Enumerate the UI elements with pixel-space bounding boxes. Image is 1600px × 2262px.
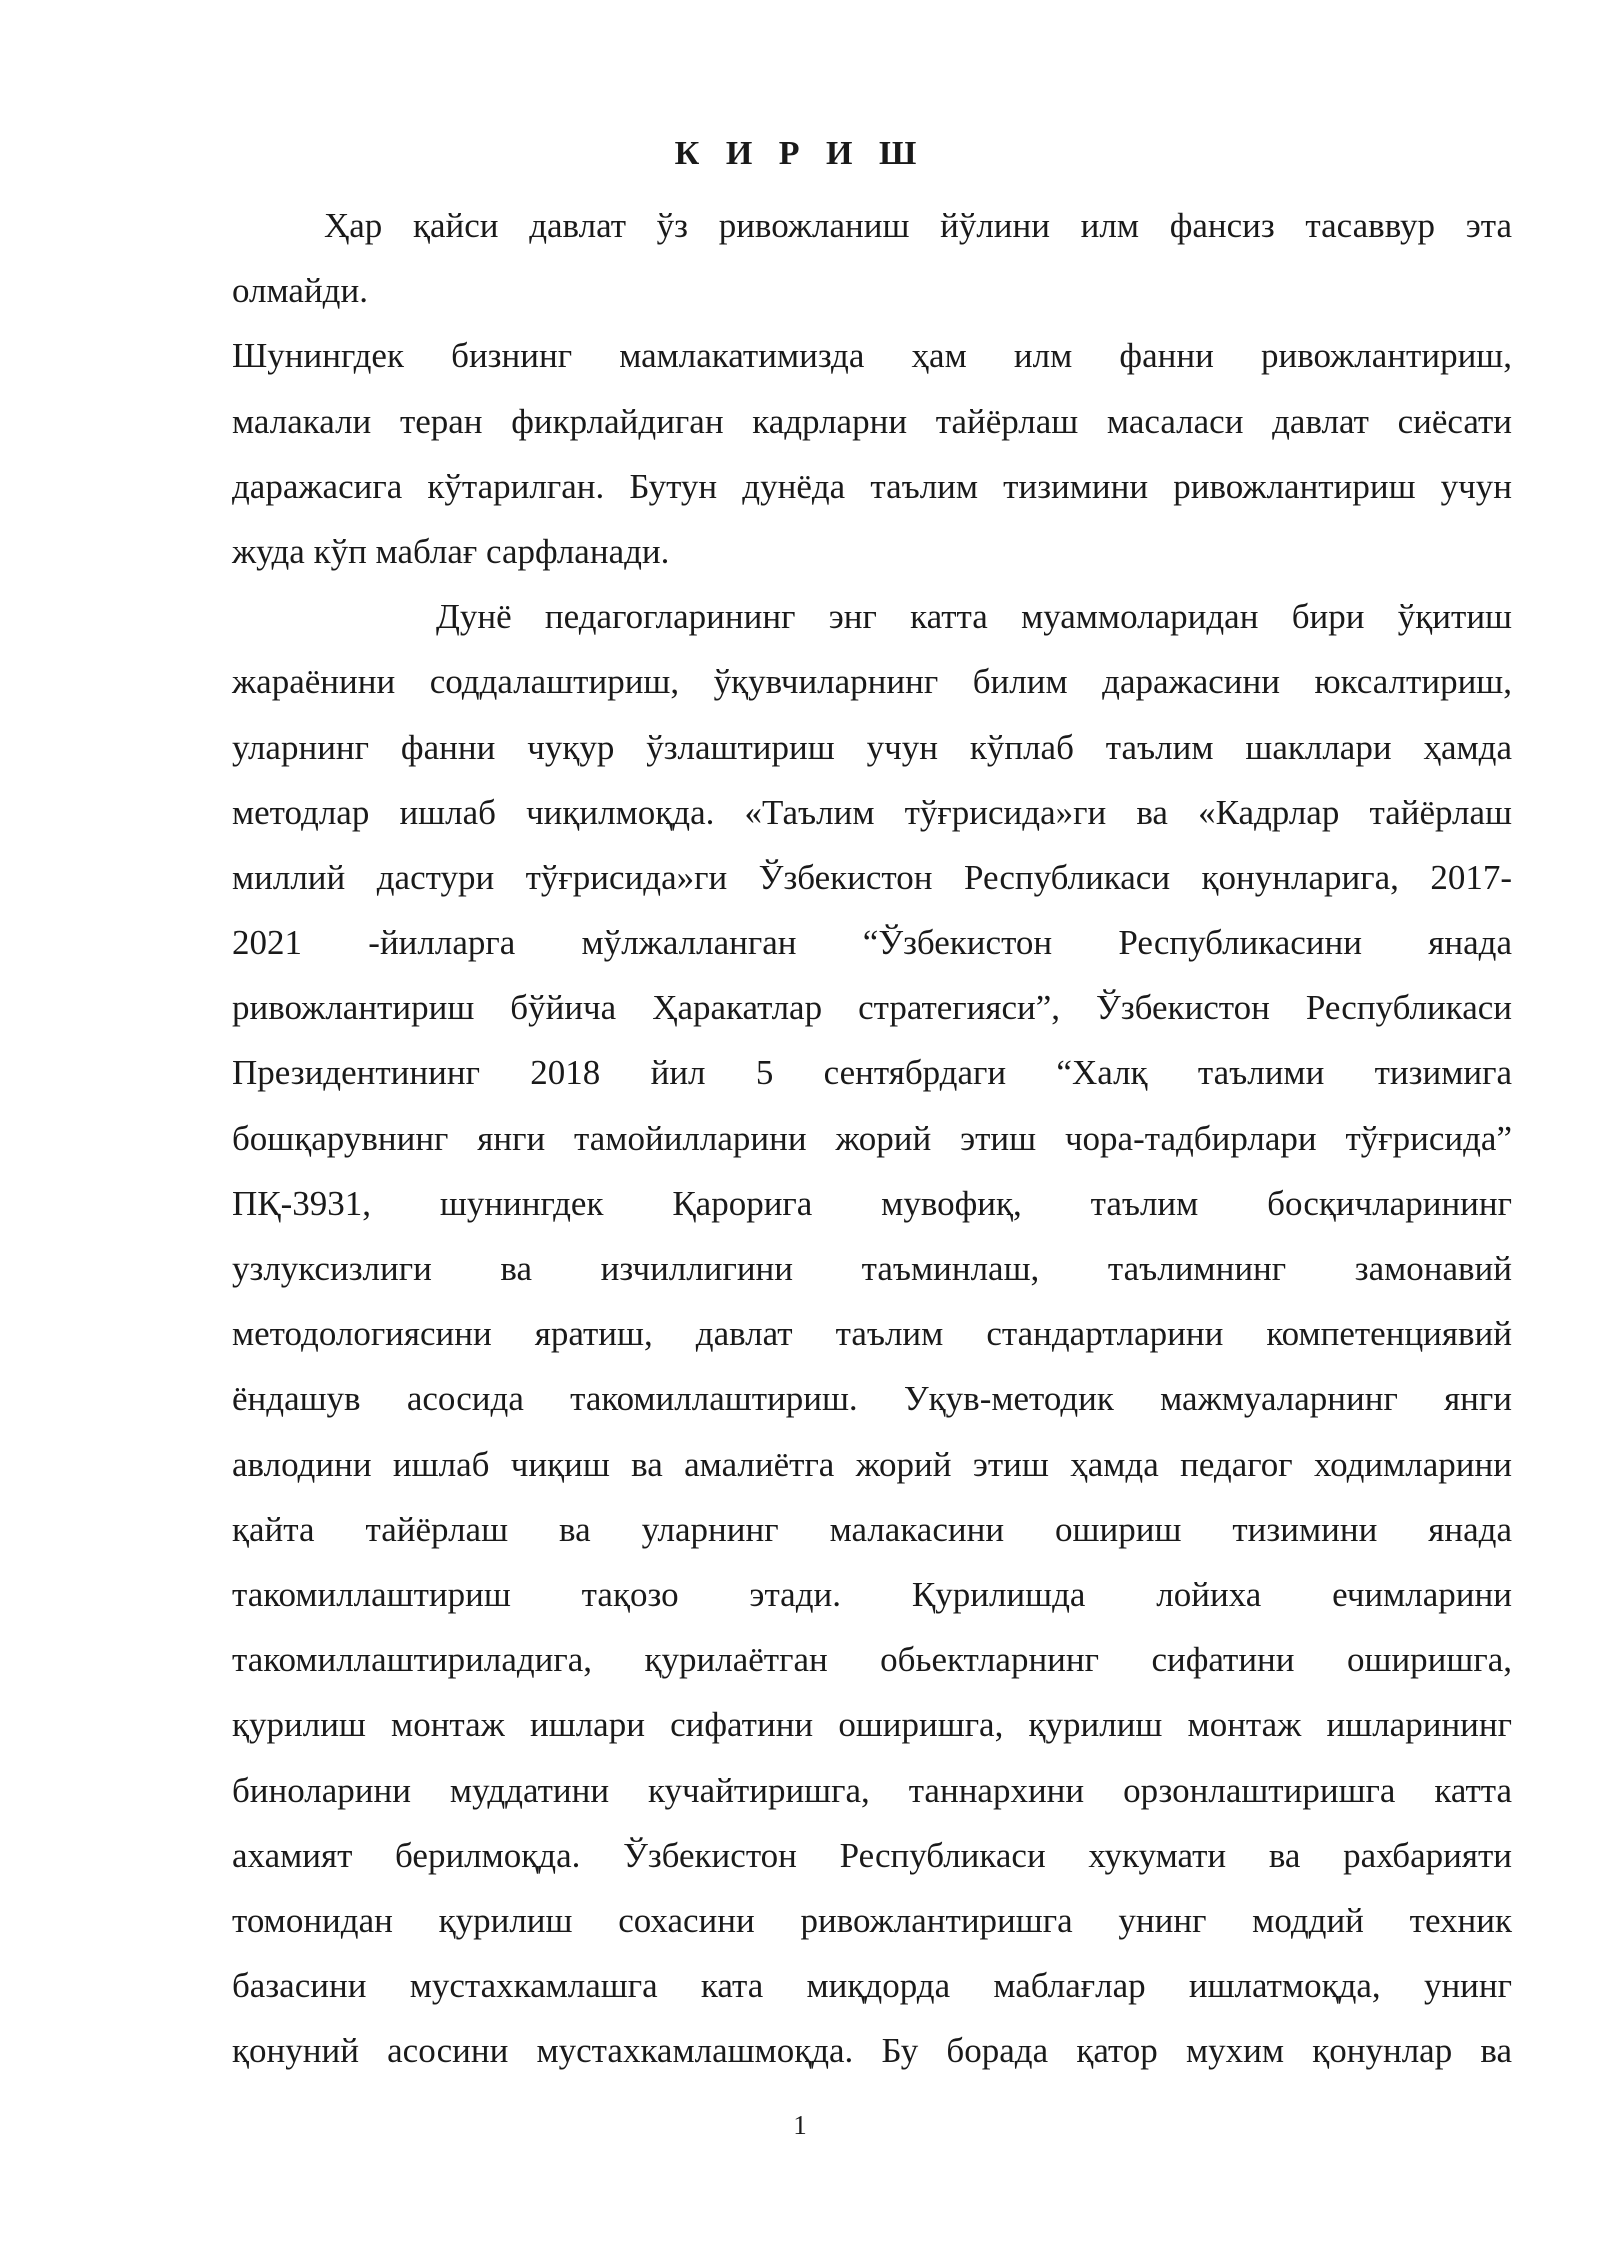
text-line: узлуксизлиги ва изчиллигини таъминлаш, таълимнинг замонавий: [232, 1249, 1512, 1288]
page-title: К И Р И Ш: [674, 135, 926, 172]
text-line: Шунингдек бизнинг мамлакатимизда ҳам илм фанни ривожлантириш,: [232, 336, 1512, 376]
text-line: бошқарувнинг янги тамойилларини жорий этиш чора-тадбирлари тўғрисида”: [232, 1118, 1512, 1158]
text-line: олмайди.: [232, 271, 368, 311]
text-line: методлар ишлаб чиқилмоқда. «Таълим тўғрисида»ги ва «Кадрлар тайёрлаш: [232, 792, 1512, 832]
text-line: методологиясини яратиш, давлат таълим стандартларини компетенциявий: [232, 1314, 1512, 1354]
text-line: қурилиш монтаж ишлари сифатини оширишга, қурилиш монтаж ишларининг: [232, 1705, 1512, 1745]
text-line: малакали теран фикрлайдиган кадрларни тайёрлаш масаласи давлат сиёсати: [232, 401, 1512, 441]
text-line: такомиллаштириладига, қурилаётган обьектларнинг сифатини оширишга,: [232, 1640, 1512, 1680]
text-line: қонуний асосини мустахкамлашмоқда. Бу борада қатор мухим қонунлар ва: [232, 2031, 1512, 2071]
text-line: Президентининг 2018 йил 5 сентябрдаги “Халқ таълими тизимига: [232, 1053, 1512, 1093]
text-line: биноларини муддатини кучайтиришга, таннархини орзонлаштиришга катта: [232, 1770, 1512, 1810]
text-line: авлодини ишлаб чиқиш ва амалиётга жорий этиш ҳамда педагог ходимларини: [232, 1444, 1512, 1484]
text-line: 2021 -йилларга мўлжалланган “Ўзбекистон Республикасини янада: [232, 923, 1512, 963]
text-line: Дунё педагогларининг энг катта муаммоларидан бири ўқитиш: [436, 597, 1512, 637]
text-line: ахамият берилмоқда. Ўзбекистон Республикаси хукумати ва рахбарияти: [232, 1835, 1512, 1875]
text-line: томонидан қурилиш сохасини ривожлантиришга унинг моддий техник: [232, 1900, 1512, 1940]
text-line: Ҳар қайси давлат ўз ривожланиш йўлини илм фансиз тасаввур эта: [324, 206, 1512, 245]
text-line: жараёнини соддалаштириш, ўқувчиларнинг билим даражасини юксалтириш,: [232, 662, 1512, 702]
text-line: миллий дастури тўғрисида»ги Ўзбекистон Республикаси қонунларига, 2017-: [232, 857, 1512, 897]
text-line: жуда кўп маблағ сарфланади.: [232, 531, 670, 571]
text-line: ривожлантириш бўйича Ҳаракатлар стратегияси”, Ўзбекистон Республикаси: [232, 988, 1512, 1028]
text-line: уларнинг фанни чуқур ўзлаштириш учун кўплаб таълим шакллари ҳамда: [232, 727, 1512, 767]
text-line: ёндашув асосида такомиллаштириш. Уқув-методик мажмуаларнинг янги: [232, 1379, 1512, 1419]
text-line: такомиллаштириш тақозо этади. Қурилишда лойиха ечимларини: [232, 1574, 1512, 1614]
text-line: базасини мустахкамлашга ката миқдорда маблағлар ишлатмоқда, унинг: [232, 1966, 1512, 2006]
page-number: 1: [793, 2110, 807, 2140]
body-text: [232, 193, 1512, 2083]
text-line: даражасига кўтарилган. Бутун дунёда таълим тизимини ривожлантириш учун: [232, 466, 1512, 506]
text-line: қайта тайёрлаш ва уларнинг малакасини ошириш тизимини янада: [232, 1509, 1512, 1549]
text-line: ПҚ-3931, шунингдек Қарорига мувофиқ, таълим босқичларининг: [232, 1183, 1512, 1223]
